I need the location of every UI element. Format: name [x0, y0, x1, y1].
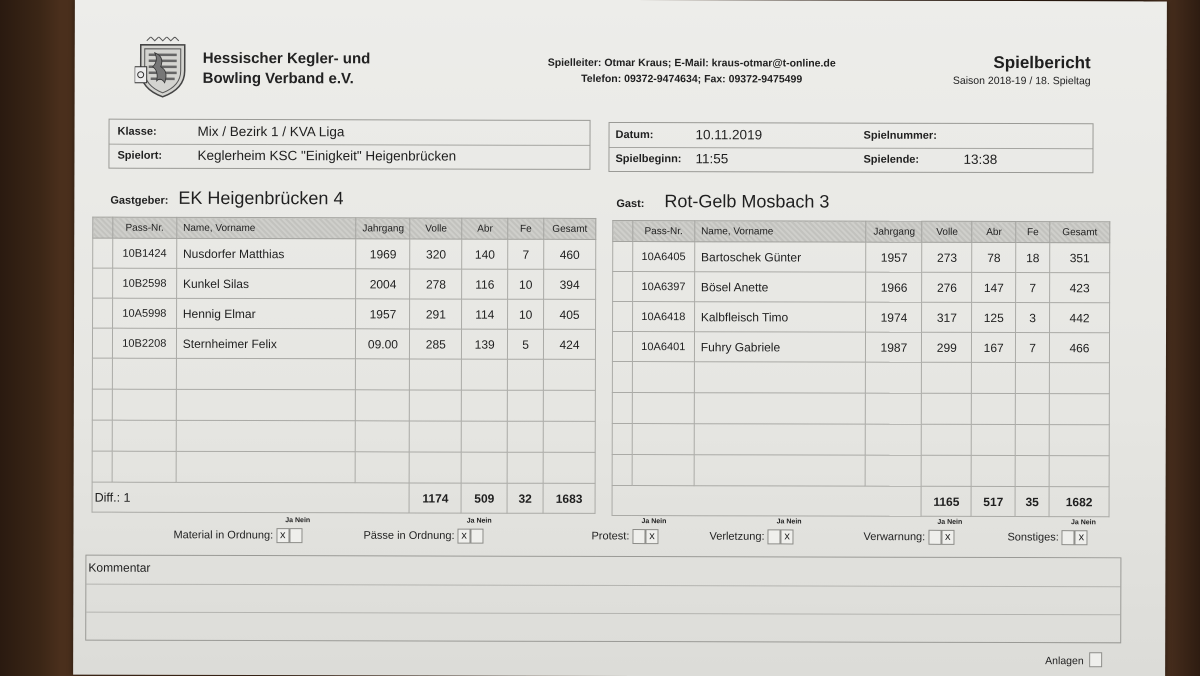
klasse-label: Klasse: — [117, 125, 157, 138]
abr-score: 167 — [972, 332, 1016, 362]
total-score: 423 — [1050, 273, 1110, 303]
birth-year: 1987 — [866, 332, 922, 362]
col-jahrgang: Jahrgang — [866, 221, 922, 242]
col-gesamt: Gesamt — [544, 218, 596, 239]
guest-player-table — [612, 220, 1111, 517]
birth-year: 09.00 — [356, 329, 410, 359]
birth-year: 1957 — [356, 299, 410, 329]
pass-number: 10B1424 — [113, 238, 177, 268]
check-verletzung — [709, 518, 802, 544]
nein-checkbox[interactable]: x — [781, 529, 794, 544]
nein-label: Nein — [947, 518, 963, 526]
score-sheet — [73, 0, 1167, 676]
pass-number: 10A6401 — [632, 332, 694, 362]
col-name: Name, Vorname — [695, 221, 867, 242]
difference-label: Diff.: 1 — [92, 482, 409, 513]
anlagen-label: Anlagen — [1045, 655, 1084, 668]
col-fe: Fe — [1016, 222, 1050, 243]
empty-row — [612, 392, 1109, 424]
total-score: 424 — [543, 329, 595, 359]
datum-value: 10.11.2019 — [695, 127, 763, 143]
comment-label: Kommentar — [88, 560, 151, 575]
player-name: Bösel Anette — [694, 272, 866, 302]
ja-checkbox[interactable] — [768, 529, 781, 544]
difference-label — [612, 485, 921, 516]
ja-label: Ja — [285, 517, 294, 525]
volle-score: 291 — [410, 299, 462, 329]
player-name: Sternheimer Felix — [176, 328, 356, 358]
total-gesamt: 1682 — [1049, 487, 1109, 517]
organization-name — [203, 49, 371, 89]
fe-count: 7 — [1016, 273, 1050, 303]
pass-number: 10A6397 — [633, 272, 695, 302]
fe-count: 3 — [1016, 303, 1050, 333]
anlagen-checkbox[interactable] — [1089, 652, 1102, 667]
player-name: Fuhry Gabriele — [694, 332, 866, 362]
table-row — [92, 328, 595, 359]
abr-score: 147 — [972, 272, 1016, 302]
pass-number: 10B2598 — [113, 268, 177, 298]
empty-row — [612, 423, 1109, 455]
birth-year: 2004 — [356, 269, 410, 299]
volle-score: 285 — [410, 329, 462, 359]
abr-score: 116 — [462, 269, 508, 299]
host-label: Gastgeber: — [110, 194, 169, 207]
player-name: Bartoschek Günter — [694, 242, 866, 272]
col-abr: Abr — [972, 221, 1016, 242]
host-team-name: EK Heigenbrücken 4 — [178, 187, 344, 209]
nein-checkbox[interactable]: x — [941, 530, 954, 545]
org-line-1: Hessischer Kegler- und — [202, 49, 371, 68]
empty-row — [92, 420, 595, 452]
spielende-value: 13:38 — [963, 151, 998, 167]
fe-count: 7 — [1016, 333, 1050, 363]
table-row — [93, 268, 596, 299]
table-row — [612, 331, 1109, 362]
col-jahrgang: Jahrgang — [356, 218, 410, 239]
guest-label: Gast: — [616, 197, 645, 211]
check-label: Sonstiges: — [1007, 531, 1059, 544]
player-name: Kunkel Silas — [176, 268, 356, 298]
check-label: Pässe in Ordnung: — [363, 529, 455, 542]
volle-score: 276 — [922, 272, 972, 302]
nein-checkbox[interactable]: x — [1075, 530, 1088, 545]
contact-line-2: Telefon: 09372-9474634; Fax: 09372-9475499 — [581, 72, 803, 86]
check-verwarnung — [863, 518, 963, 545]
birth-year: 1957 — [866, 242, 922, 272]
col-volle: Volle — [922, 221, 972, 242]
table-row — [93, 298, 596, 329]
contact-line-1: Spielleiter: Otmar Kraus; E-Mail: kraus-otmar@t-online.de — [547, 56, 836, 70]
volle-score: 320 — [410, 239, 462, 269]
table-row — [613, 301, 1110, 332]
empty-row — [612, 361, 1109, 393]
report-subtitle: Saison 2018-19 / 18. Spieltag — [952, 74, 1091, 88]
total-fe: 35 — [1015, 487, 1049, 517]
totals-row — [612, 485, 1109, 516]
nein-label: Nein — [476, 517, 492, 525]
volle-score: 273 — [922, 242, 972, 272]
col-abr: Abr — [462, 218, 508, 239]
match-info-right — [608, 122, 1093, 173]
table-row — [93, 238, 596, 269]
nein-label: Nein — [1080, 519, 1096, 527]
total-score: 460 — [544, 239, 596, 269]
abr-score: 78 — [972, 242, 1016, 272]
coat-of-arms-logo — [135, 37, 191, 99]
spielbeginn-label: Spielbeginn: — [615, 152, 682, 166]
spielnummer-label: Spielnummer: — [863, 129, 937, 142]
fe-count: 18 — [1016, 243, 1050, 273]
volle-score: 278 — [410, 269, 462, 299]
spielende-label: Spielende: — [863, 153, 920, 166]
total-score: 405 — [544, 299, 596, 329]
empty-row — [92, 451, 595, 483]
col-name: Name, Vorname — [177, 217, 357, 238]
check-sonstiges — [1007, 519, 1096, 545]
col-gesamt: Gesamt — [1050, 222, 1110, 243]
col-fe: Fe — [508, 218, 544, 239]
nein-checkbox[interactable] — [471, 529, 484, 544]
empty-row — [92, 389, 595, 421]
check-material — [173, 517, 311, 543]
birth-year: 1974 — [866, 302, 922, 332]
empty-row — [92, 358, 595, 390]
check-label: Verwarnung: — [863, 531, 926, 544]
total-abr: 517 — [971, 486, 1015, 516]
abr-score: 140 — [462, 239, 508, 269]
total-score: 442 — [1050, 303, 1110, 333]
check-label: Protest: — [591, 530, 630, 543]
ja-label: Ja — [776, 518, 785, 526]
check-protest — [591, 518, 667, 544]
ja-checkbox[interactable] — [928, 530, 941, 545]
abr-score: 114 — [462, 299, 508, 329]
table-row — [613, 241, 1110, 272]
guest-team-name: Rot-Gelb Mosbach 3 — [664, 191, 830, 212]
check-label: Material in Ordnung: — [173, 529, 274, 542]
total-fe: 32 — [507, 483, 543, 513]
org-line-2: Bowling Verband e.V. — [202, 69, 354, 88]
col-pass: Pass-Nr. — [113, 217, 177, 238]
total-score: 351 — [1050, 243, 1110, 273]
totals-row — [92, 482, 595, 513]
nein-label: Nein — [786, 518, 802, 526]
birth-year: 1966 — [866, 272, 922, 302]
abr-score: 139 — [462, 329, 508, 359]
player-name: Nusdorfer Matthias — [176, 238, 356, 268]
pass-number: 10B2208 — [112, 328, 176, 358]
pass-number: 10A5998 — [112, 298, 176, 328]
ja-label: Ja — [466, 517, 475, 525]
match-info-left — [108, 119, 590, 170]
volle-score: 317 — [922, 302, 972, 332]
total-gesamt: 1683 — [543, 483, 595, 513]
ja-label: Ja — [1070, 519, 1079, 527]
empty-row — [612, 454, 1109, 486]
total-score: 466 — [1049, 333, 1109, 363]
col-volle: Volle — [410, 218, 462, 239]
total-abr: 509 — [461, 483, 507, 513]
nein-checkbox[interactable] — [289, 528, 302, 543]
player-name: Hennig Elmar — [176, 298, 356, 328]
ja-checkbox[interactable]: x — [276, 528, 289, 543]
fe-count: 5 — [508, 329, 544, 359]
spielort-label: Spielort: — [117, 149, 163, 162]
nein-checkbox[interactable]: x — [645, 529, 658, 544]
total-volle: 1165 — [921, 486, 971, 516]
host-player-table — [92, 217, 597, 514]
spielbeginn-value: 11:55 — [695, 151, 729, 167]
fe-count: 10 — [508, 299, 544, 329]
player-name: Kalbfleisch Timo — [694, 302, 866, 332]
total-volle: 1174 — [409, 483, 461, 513]
ja-checkbox[interactable]: x — [458, 529, 471, 544]
nein-label: Nein — [651, 518, 667, 526]
total-score: 394 — [544, 269, 596, 299]
birth-year: 1969 — [356, 239, 410, 269]
ja-label: Ja — [937, 518, 946, 526]
check-label: Verletzung: — [709, 530, 765, 543]
klasse-value: Mix / Bezirk 1 / KVA Liga — [197, 123, 345, 140]
contact-info — [527, 55, 857, 88]
report-title: Spielbericht — [993, 52, 1091, 73]
col-pass: Pass-Nr. — [633, 221, 695, 242]
check-paesse — [363, 517, 492, 543]
table-row — [613, 271, 1110, 302]
volle-score: 299 — [922, 332, 972, 362]
pass-number: 10A6405 — [633, 242, 695, 272]
ja-checkbox[interactable] — [1062, 530, 1075, 545]
ja-checkbox[interactable] — [632, 529, 645, 544]
datum-label: Datum: — [615, 128, 654, 142]
spielort-value: Keglerheim KSC "Einigkeit" Heigenbrücken — [197, 147, 457, 164]
fe-count: 7 — [508, 239, 544, 269]
comment-field[interactable] — [85, 555, 1121, 644]
ja-label: Ja — [641, 518, 650, 526]
nein-label: Nein — [294, 517, 311, 525]
fe-count: 10 — [508, 269, 544, 299]
pass-number: 10A6418 — [632, 302, 694, 332]
abr-score: 125 — [972, 302, 1016, 332]
